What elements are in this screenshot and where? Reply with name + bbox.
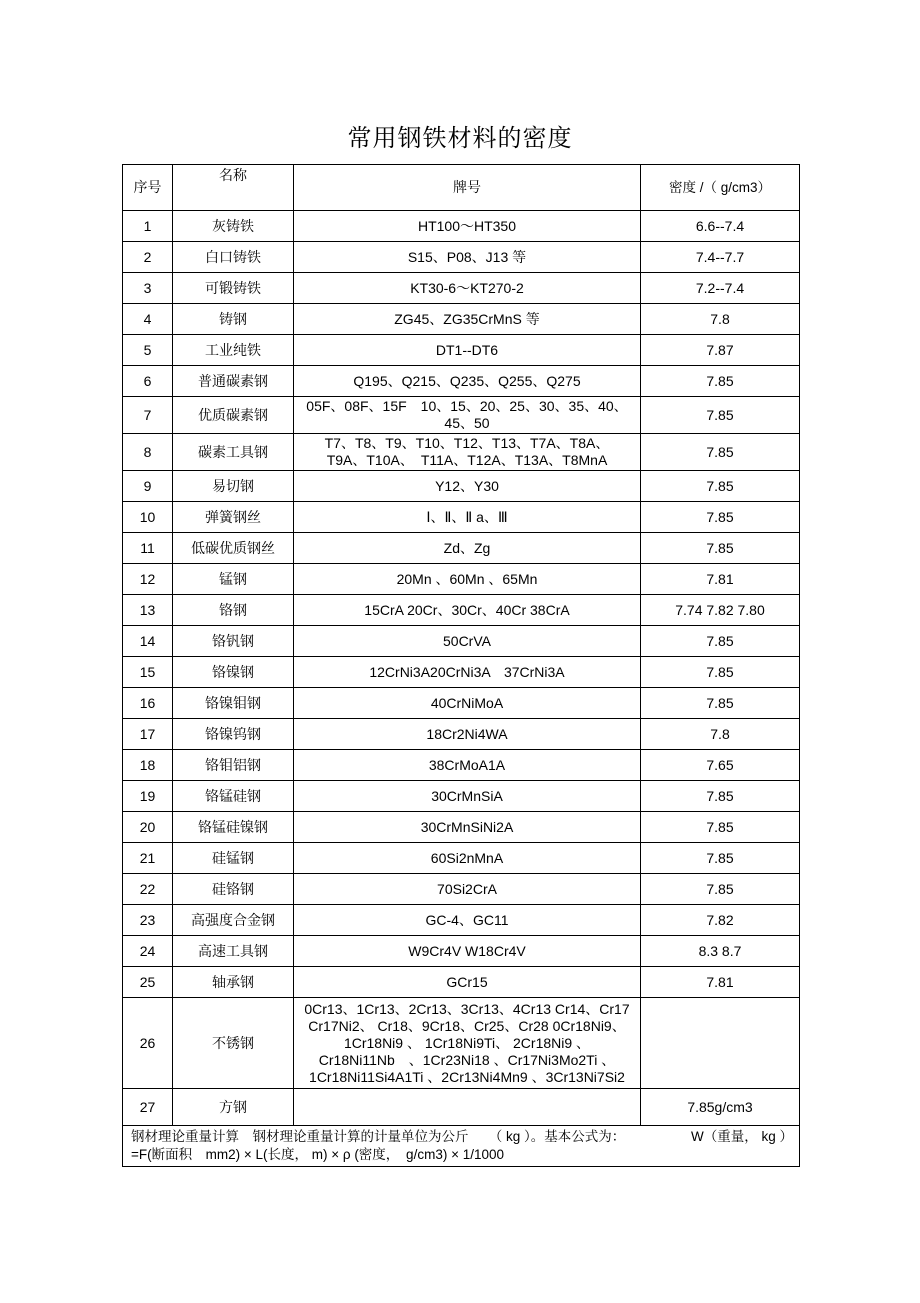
header-grade: 牌号 — [294, 165, 641, 211]
table-row — [123, 657, 800, 688]
material-density: 7.85 — [641, 397, 800, 434]
row-number: 15 — [123, 657, 173, 688]
material-grade: 30CrMnSiA — [294, 781, 641, 812]
row-number: 22 — [123, 874, 173, 905]
note-line2: =F(断面积 mm2) × L(长度， m) × ρ (密度， g/cm3) × 1/1000 — [131, 1147, 504, 1162]
material-density: 7.2--7.4 — [641, 273, 800, 304]
material-name: 低碳优质钢丝 — [173, 533, 294, 564]
material-density: 7.85 — [641, 471, 800, 502]
material-density: 7.85 — [641, 657, 800, 688]
row-number: 9 — [123, 471, 173, 502]
grade-line: Cr18Ni11Nb 、1Cr23Ni18 、Cr17Ni3Mo2Ti 、 — [318, 1051, 616, 1068]
material-grade: Q195、Q215、Q235、Q255、Q275 — [294, 366, 641, 397]
table-row — [123, 304, 800, 335]
table-row — [123, 595, 800, 626]
row-number: 5 — [123, 335, 173, 366]
material-name: 高强度合金钢 — [173, 905, 294, 936]
table-row — [123, 905, 800, 936]
row-number: 10 — [123, 502, 173, 533]
material-density: 7.85 — [641, 533, 800, 564]
row-number: 14 — [123, 626, 173, 657]
material-grade: DT1--DT6 — [294, 335, 641, 366]
material-grade: ZG45、ZG35CrMnS 等 — [294, 304, 641, 335]
header-no: 序号 — [123, 165, 173, 211]
material-name: 普通碳素钢 — [173, 366, 294, 397]
material-name: 铬钒钢 — [173, 626, 294, 657]
material-name: 锰钢 — [173, 564, 294, 595]
table-row — [123, 1089, 800, 1126]
row-number: 20 — [123, 812, 173, 843]
formula-note-row — [123, 1126, 800, 1167]
material-grade: Zd、Zg — [294, 533, 641, 564]
material-density: 7.81 — [641, 967, 800, 998]
table-row — [123, 874, 800, 905]
material-density — [641, 998, 800, 1089]
row-number: 2 — [123, 242, 173, 273]
page-title: 常用钢铁材料的密度 — [347, 124, 573, 152]
material-density: 7.65 — [641, 750, 800, 781]
material-name: 碳素工具钢 — [173, 434, 294, 471]
table-row — [123, 564, 800, 595]
material-density: 7.74 7.82 7.80 — [641, 595, 800, 626]
material-density: 7.85g/cm3 — [641, 1089, 800, 1126]
material-grade: S15、P08、J13 等 — [294, 242, 641, 273]
material-grade — [294, 397, 641, 434]
formula-note — [123, 1126, 800, 1167]
material-density: 7.8 — [641, 719, 800, 750]
material-name: 铬镍钼钢 — [173, 688, 294, 719]
row-number: 4 — [123, 304, 173, 335]
material-name: 弹簧钢丝 — [173, 502, 294, 533]
row-number: 25 — [123, 967, 173, 998]
row-number: 8 — [123, 434, 173, 471]
material-density: 7.85 — [641, 812, 800, 843]
material-grade: 18Cr2Ni4WA — [294, 719, 641, 750]
row-number: 26 — [123, 998, 173, 1089]
material-density: 7.85 — [641, 688, 800, 719]
table-row — [123, 719, 800, 750]
material-grade: Y12、Y30 — [294, 471, 641, 502]
material-density: 7.85 — [641, 626, 800, 657]
material-name: 白口铸铁 — [173, 242, 294, 273]
table-row — [123, 936, 800, 967]
grade-line: Cr17Ni2、 Cr18、9Cr18、Cr25、Cr28 0Cr18Ni9、 — [308, 1017, 626, 1034]
material-grade: GCr15 — [294, 967, 641, 998]
grade-line: 0Cr13、1Cr13、2Cr13、3Cr13、4Cr13 Cr14、Cr17 — [304, 1000, 630, 1017]
material-density: 7.85 — [641, 874, 800, 905]
material-name: 不锈钢 — [173, 998, 294, 1089]
material-density: 7.82 — [641, 905, 800, 936]
table-row — [123, 750, 800, 781]
grade-line: T9A、T10A、 T11A、T12A、T13A、T8MnA — [326, 452, 608, 468]
material-name: 硅铬钢 — [173, 874, 294, 905]
material-density: 7.85 — [641, 781, 800, 812]
grade-line: 1Cr18Ni9 、 1Cr18Ni9Ti、 2Cr18Ni9 、 — [343, 1034, 591, 1051]
table-row — [123, 688, 800, 719]
material-name: 灰铸铁 — [173, 211, 294, 242]
material-grade: 38CrMoA1A — [294, 750, 641, 781]
grade-line: 1Cr18Ni11Si4A1Ti 、2Cr13Ni4Mn9 、3Cr13Ni7Si2 — [309, 1068, 625, 1085]
material-name: 铬锰硅镍钢 — [173, 812, 294, 843]
header-name: 名称 — [173, 165, 294, 211]
table-row — [123, 335, 800, 366]
row-number: 27 — [123, 1089, 173, 1126]
table-row — [123, 502, 800, 533]
material-density: 7.85 — [641, 502, 800, 533]
material-grade: KT30-6～KT270-2 — [294, 273, 641, 304]
row-number: 3 — [123, 273, 173, 304]
material-density: 7.85 — [641, 366, 800, 397]
material-name: 可锻铸铁 — [173, 273, 294, 304]
material-name: 铬钼铝钢 — [173, 750, 294, 781]
material-name: 易切钢 — [173, 471, 294, 502]
material-grade: W9Cr4V W18Cr4V — [294, 936, 641, 967]
material-grade: 15CrA 20Cr、30Cr、40Cr 38CrA — [294, 595, 641, 626]
table-row — [123, 812, 800, 843]
table-row — [123, 781, 800, 812]
material-grade: 50CrVA — [294, 626, 641, 657]
material-grade: GC-4、GC11 — [294, 905, 641, 936]
material-name: 硅锰钢 — [173, 843, 294, 874]
row-number: 17 — [123, 719, 173, 750]
note-line1-left: 钢材理论重量计算 钢材理论重量计算的计量单位为公斤 （ kg ）。基本公式为： — [131, 1129, 626, 1144]
table-row — [123, 471, 800, 502]
material-name: 铬钢 — [173, 595, 294, 626]
material-grade: HT100～HT350 — [294, 211, 641, 242]
row-number: 24 — [123, 936, 173, 967]
material-density: 7.85 — [641, 843, 800, 874]
table-row — [123, 397, 800, 434]
material-grade: 20Mn 、60Mn 、65Mn — [294, 564, 641, 595]
table-row — [123, 273, 800, 304]
material-name: 铸钢 — [173, 304, 294, 335]
material-grade — [294, 1089, 641, 1126]
material-name: 轴承钢 — [173, 967, 294, 998]
material-name: 铬镍钨钢 — [173, 719, 294, 750]
table-row — [123, 998, 800, 1089]
material-density: 7.8 — [641, 304, 800, 335]
grade-line: 05F、08F、15F 10、15、20、25、30、35、40、 — [306, 398, 628, 414]
material-grade: 40CrNiMoA — [294, 688, 641, 719]
material-grade: 60Si2nMnA — [294, 843, 641, 874]
material-density: 7.85 — [641, 434, 800, 471]
row-number: 19 — [123, 781, 173, 812]
material-grade: 70Si2CrA — [294, 874, 641, 905]
row-number: 6 — [123, 366, 173, 397]
row-number: 7 — [123, 397, 173, 434]
material-name: 铬锰硅钢 — [173, 781, 294, 812]
row-number: 12 — [123, 564, 173, 595]
density-table — [122, 164, 800, 1167]
material-name: 工业纯铁 — [173, 335, 294, 366]
note-line1-right: W（重量， kg ） — [690, 1129, 793, 1144]
table-row — [123, 211, 800, 242]
row-number: 16 — [123, 688, 173, 719]
material-name: 铬镍钢 — [173, 657, 294, 688]
row-number: 21 — [123, 843, 173, 874]
table-row — [123, 626, 800, 657]
material-density: 7.4--7.7 — [641, 242, 800, 273]
material-density: 7.81 — [641, 564, 800, 595]
table-row — [123, 967, 800, 998]
row-number: 23 — [123, 905, 173, 936]
table-row — [123, 242, 800, 273]
material-name: 优质碳素钢 — [173, 397, 294, 434]
grade-line: T7、T8、T9、T10、T12、T13、T7A、T8A、 — [324, 435, 610, 451]
material-grade: 12CrNi3A20CrNi3A 37CrNi3A — [294, 657, 641, 688]
material-grade — [294, 998, 641, 1089]
table-row — [123, 533, 800, 564]
row-number: 1 — [123, 211, 173, 242]
table-row — [123, 366, 800, 397]
table-header-row — [123, 165, 800, 211]
table-row — [123, 434, 800, 471]
header-density: 密度 /（ g/cm3） — [641, 165, 800, 211]
row-number: 18 — [123, 750, 173, 781]
table-row — [123, 843, 800, 874]
material-density: 6.6--7.4 — [641, 211, 800, 242]
material-grade: Ⅰ、Ⅱ、Ⅱ a、Ⅲ — [294, 502, 641, 533]
row-number: 11 — [123, 533, 173, 564]
material-density: 8.3 8.7 — [641, 936, 800, 967]
material-name: 高速工具钢 — [173, 936, 294, 967]
material-grade — [294, 434, 641, 471]
material-name: 方钢 — [173, 1089, 294, 1126]
row-number: 13 — [123, 595, 173, 626]
material-grade: 30CrMnSiNi2A — [294, 812, 641, 843]
grade-line: 45、50 — [444, 415, 490, 431]
material-density: 7.87 — [641, 335, 800, 366]
